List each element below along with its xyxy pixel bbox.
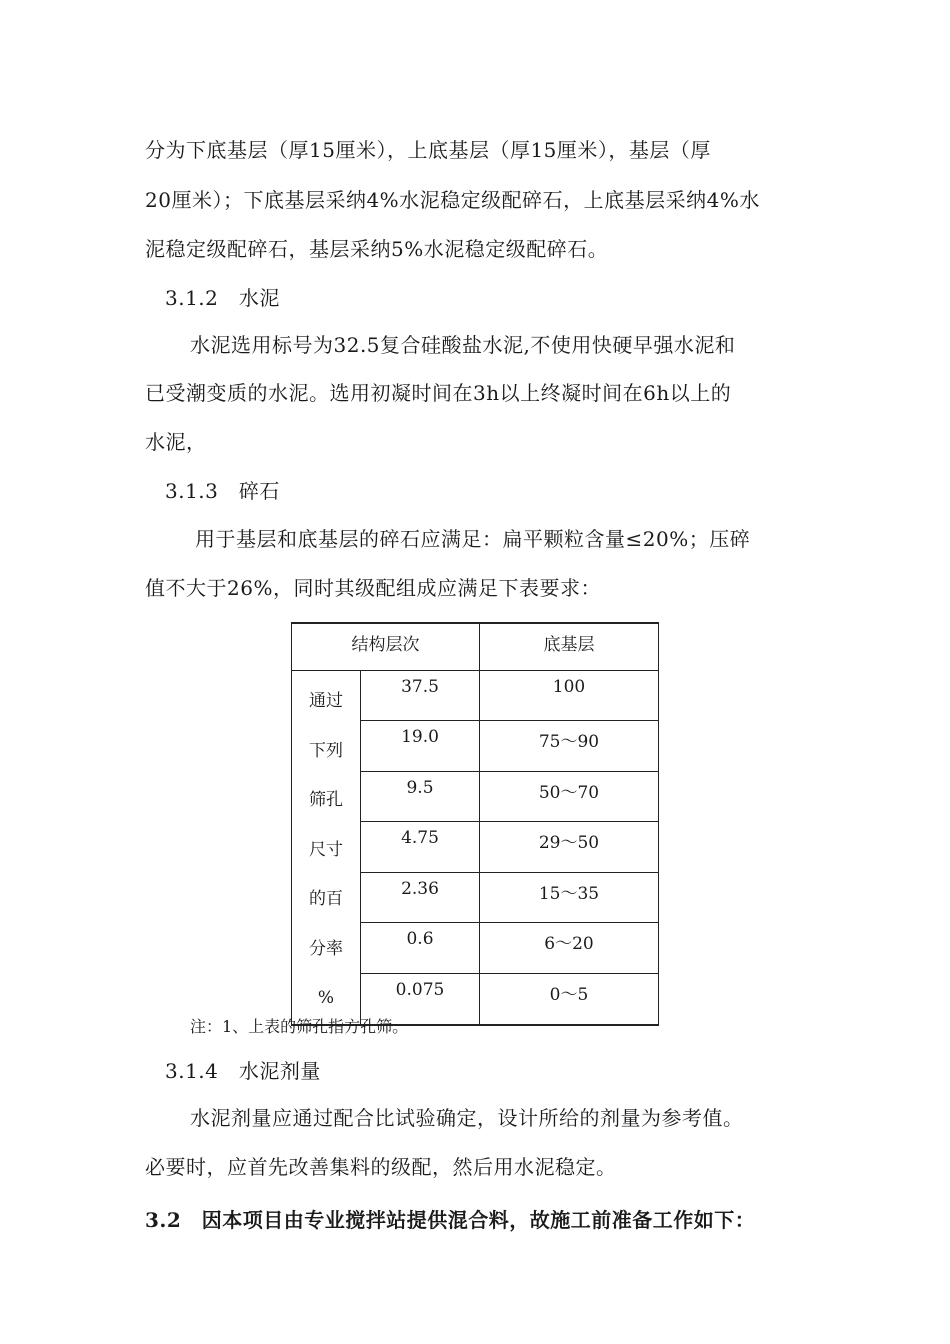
paragraph-line: 已受潮变质的水泥。选用初凝时间在3h以上终凝时间在6h以上的 (145, 381, 732, 405)
paragraph-line: 水泥选用标号为32.5复合硅酸盐水泥,不使用快硬早强水泥和 (190, 333, 736, 357)
percent-cell: 50～70 (480, 771, 659, 821)
paragraph-line: 泥稳定级配碎石，基层采纳5%水泥稳定级配碎石。 (145, 237, 609, 261)
paragraph-line: 必要时，应首先改善集料的级配，然后用水泥稳定。 (145, 1155, 617, 1179)
sieve-size-cell: 2.36 (361, 872, 480, 922)
percent-cell: 29～50 (480, 822, 659, 872)
percent-cell: 15～35 (480, 872, 659, 922)
sieve-size-cell: 9.5 (361, 771, 480, 821)
percent-cell: 75～90 (480, 721, 659, 771)
row-label-line: % (317, 988, 335, 1008)
row-label-line: 下列 (309, 740, 343, 761)
section-heading-3-1-3: 3.1.3 碎石 (165, 479, 280, 503)
percent-cell: 0～5 (480, 973, 659, 1024)
section-heading-3-1-2: 3.1.2 水泥 (165, 286, 280, 310)
table-note: 注：1、上表的筛孔指方孔筛。 (190, 1017, 409, 1036)
gradation-table (291, 622, 659, 1026)
section-heading-3-2: 3.2 因本项目由专业搅拌站提供混合料，故施工前准备工作如下： (145, 1208, 756, 1232)
paragraph-line: 水泥， (145, 430, 207, 454)
section-heading-3-1-4: 3.1.4 水泥剂量 (165, 1059, 321, 1083)
row-label-line: 分率 (309, 938, 343, 959)
percent-cell: 6～20 (480, 923, 659, 973)
header-structure-layer: 结构层次 (292, 623, 480, 671)
row-label-passing-percent (292, 671, 361, 1025)
row-label-line: 通过 (309, 691, 343, 711)
paragraph-line: 水泥剂量应通过配合比试验确定，设计所给的剂量为参考值。 (190, 1106, 744, 1130)
table-row (292, 671, 659, 721)
header-subbase: 底基层 (480, 623, 659, 671)
paragraph-line: 值不大于26%，同时其级配组成应满足下表要求： (145, 576, 601, 600)
sieve-size-cell: 0.6 (361, 923, 480, 973)
sieve-size-cell: 37.5 (361, 671, 480, 721)
table-header-row (292, 623, 659, 671)
sieve-size-cell: 19.0 (361, 721, 480, 771)
row-label-line: 的百 (309, 889, 343, 909)
sieve-size-cell: 4.75 (361, 822, 480, 872)
paragraph-line: 20厘米）；下底基层采纳4%水泥稳定级配碎石，上底基层采纳4%水 (145, 188, 760, 212)
row-label-line: 筛孔 (309, 790, 343, 810)
percent-cell: 100 (480, 671, 659, 721)
paragraph-line: 分为下底基层（厚15厘米），上底基层（厚15厘米），基层（厚 (145, 138, 711, 162)
row-label-line: 尺寸 (309, 839, 343, 860)
sieve-size-cell: 0.075 (361, 973, 480, 1024)
paragraph-line: 用于基层和底基层的碎石应满足：扁平颗粒含量≤20%；压碎 (195, 527, 751, 551)
